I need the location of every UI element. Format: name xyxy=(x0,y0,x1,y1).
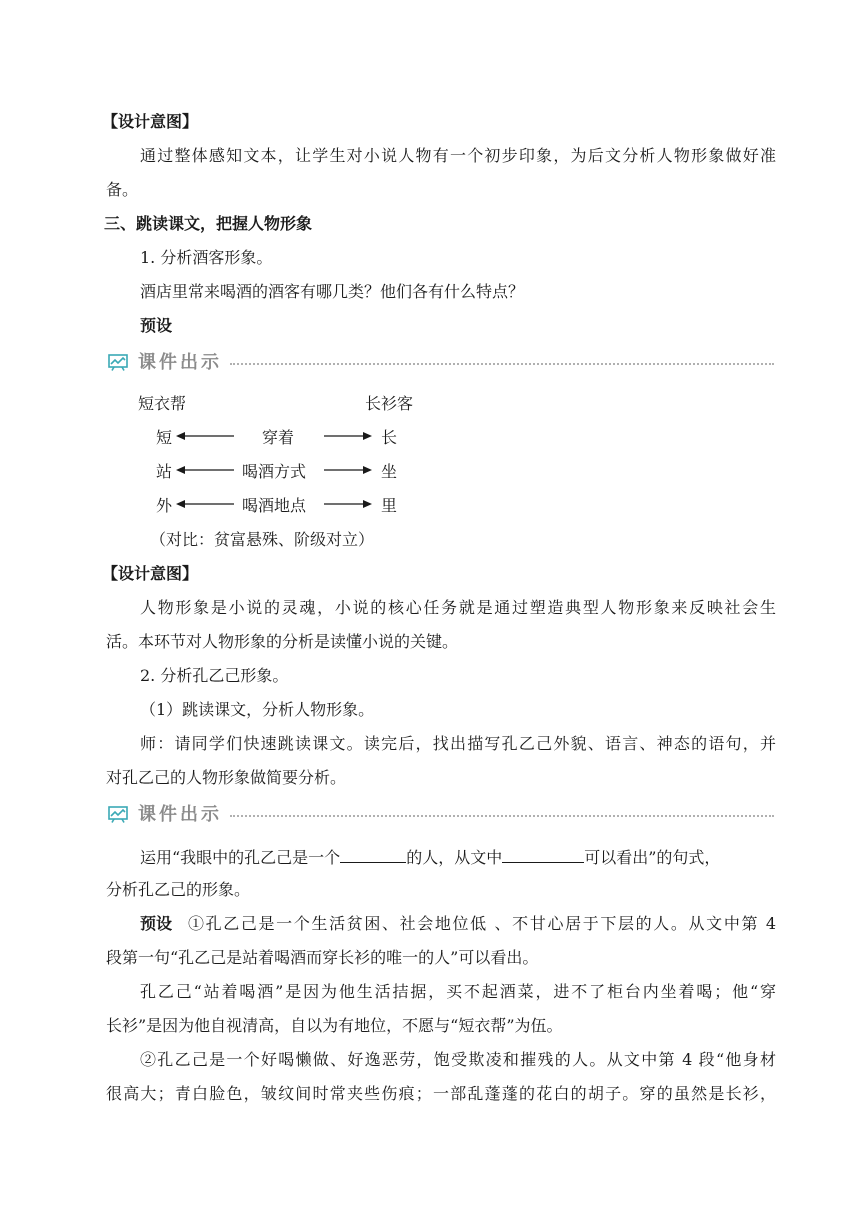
comparison-left-cell: 站 xyxy=(156,462,173,481)
preset-label: 预设 xyxy=(140,914,173,933)
comparison-left-cell: 短 xyxy=(156,428,173,447)
template-part: 的人，从文中 xyxy=(406,848,503,867)
courseware-banner xyxy=(108,351,774,375)
paragraph-line: 段第一句“孔乙己是站着喝酒而穿长衫的唯一的人”可以看出。 xyxy=(106,948,539,967)
paragraph-line: 人物形象是小说的灵魂，小说的核心任务就是通过塑造典型人物形象来反映社会生 xyxy=(140,598,776,617)
paragraph-line: 分析孔乙己的形象。 xyxy=(106,880,251,899)
paragraph-line: 备。 xyxy=(106,180,139,199)
design-intent-heading: 【设计意图】 xyxy=(102,564,199,583)
paragraph-line: 长衫”是因为他自视清高，自以为有地位，不愿与“短衣帮”为伍。 xyxy=(106,1016,563,1035)
list-item: 2. 分析孔乙己形象。 xyxy=(140,666,289,685)
comparison-middle-cell: 喝酒方式 xyxy=(242,462,307,481)
chart-icon xyxy=(108,806,128,823)
list-item: 1. 分析酒客形象。 xyxy=(140,248,273,267)
comparison-middle-cell: 喝酒地点 xyxy=(242,496,307,515)
banner-title: 课件出示 xyxy=(138,804,222,825)
paragraph-line: 通过整体感知文本，让学生对小说人物有一个初步印象，为后文分析人物形象做好准 xyxy=(140,146,776,165)
courseware-banner xyxy=(108,803,774,827)
paragraph-line: 孔乙己“站着喝酒”是因为他生活拮据，买不起酒菜，进不了柜台内坐着喝；他“穿 xyxy=(140,982,776,1001)
arrow-left-icon xyxy=(176,430,234,442)
arrow-left-icon xyxy=(176,464,234,476)
sub-item: （1）跳读课文，分析人物形象。 xyxy=(140,700,375,719)
dotted-divider xyxy=(230,815,774,817)
design-intent-heading: 【设计意图】 xyxy=(102,112,199,131)
paragraph-line: ①孔乙己是一个生活贫困、社会地位低 、不甘心居于下层的人。从文中第 4 xyxy=(188,914,776,933)
paragraph-line: ②孔乙己是一个好喝懒做、好逸恶劳，饱受欺凌和摧残的人。从文中第 4 段“他身材 xyxy=(140,1050,776,1069)
template-part: 运用“我眼中的孔乙己是一个 xyxy=(140,848,341,867)
left-header: 短衣帮 xyxy=(138,394,187,413)
arrow-right-icon xyxy=(324,498,372,510)
dotted-divider xyxy=(230,363,774,365)
comparison-right-cell: 坐 xyxy=(381,462,398,481)
arrow-right-icon xyxy=(324,430,372,442)
comparison-right-cell: 里 xyxy=(381,496,398,515)
comparison-left-cell: 外 xyxy=(156,496,173,515)
right-header: 长衫客 xyxy=(365,394,414,413)
paragraph-line: 对孔乙己的人物形象做简要分析。 xyxy=(106,768,347,787)
comparison-middle-cell: 穿着 xyxy=(262,428,295,447)
preset-label: 预设 xyxy=(140,316,173,335)
paragraph-line: 活。本环节对人物形象的分析是读懂小说的关键。 xyxy=(106,632,459,651)
paragraph-line: 师：请同学们快速跳读课文。读完后，找出描写孔乙己外貌、语言、神态的语句，并 xyxy=(140,734,776,753)
comparison-note: （对比：贫富悬殊、阶级对立） xyxy=(150,530,375,549)
question-text: 酒店里常来喝酒的酒客有哪几类？他们各有什么特点？ xyxy=(140,282,525,301)
comparison-right-cell: 长 xyxy=(381,428,398,447)
paragraph-line: 很高大；青白脸色，皱纹间时常夹些伤痕；一部乱蓬蓬的花白的胡子。穿的虽然是长衫， xyxy=(106,1084,776,1103)
arrow-left-icon xyxy=(176,498,234,510)
fill-blank xyxy=(502,846,584,863)
arrow-right-icon xyxy=(324,464,372,476)
chart-icon xyxy=(108,354,128,371)
banner-title: 课件出示 xyxy=(138,352,222,373)
section-title: 三、跳读课文，把握人物形象 xyxy=(104,214,313,233)
fill-blank xyxy=(340,846,406,863)
template-sentence xyxy=(140,846,720,868)
template-part: 可以看出”的句式， xyxy=(584,848,721,867)
